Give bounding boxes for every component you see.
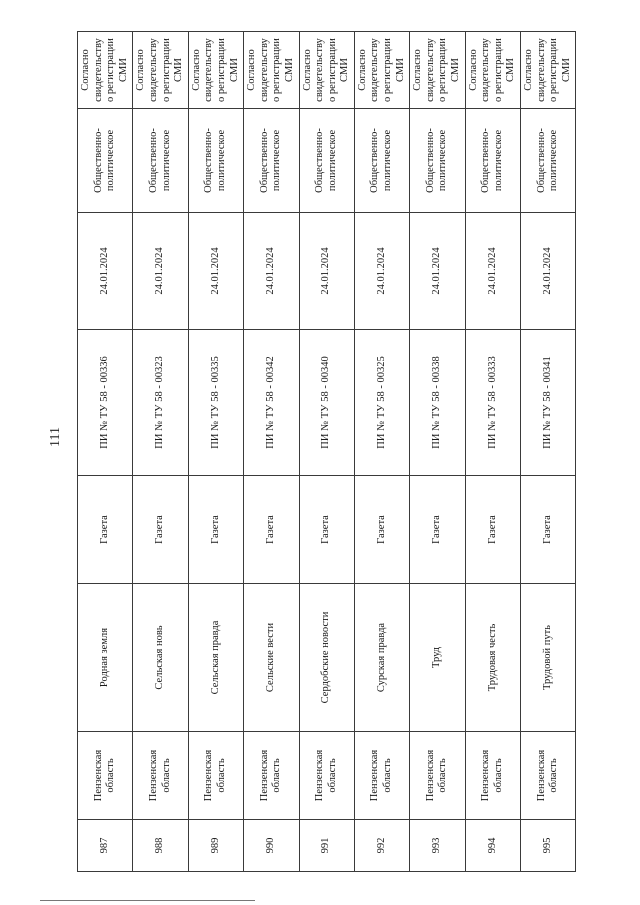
territory-cell: Согласно свидетельству о регистрации СМИ — [78, 32, 133, 109]
type-cell: Газета — [244, 476, 299, 584]
territory-cell: Согласно свидетельству о регистрации СМИ — [410, 32, 465, 109]
territory-cell: Согласно свидетельству о регистрации СМИ — [521, 32, 576, 109]
title-cell: Сельская правда — [188, 584, 243, 732]
registration-number-cell: ПИ № ТУ 58 - 00338 — [410, 330, 465, 476]
table-row — [354, 32, 409, 872]
registration-number-cell: ПИ № ТУ 58 - 00342 — [244, 330, 299, 476]
date-cell: 24.01.2024 — [410, 213, 465, 330]
row-number: 992 — [354, 820, 409, 872]
registry-table — [77, 31, 576, 872]
territory-cell: Согласно свидетельству о регистрации СМИ — [244, 32, 299, 109]
row-number: 989 — [188, 820, 243, 872]
topic-cell: Общественно-политическое — [78, 109, 133, 213]
region-cell: Пензенская область — [410, 732, 465, 820]
type-cell: Газета — [410, 476, 465, 584]
table-row — [188, 32, 243, 872]
row-number: 988 — [133, 820, 188, 872]
territory-cell: Согласно свидетельству о регистрации СМИ — [465, 32, 520, 109]
row-number: 990 — [244, 820, 299, 872]
region-cell: Пензенская область — [354, 732, 409, 820]
date-cell: 24.01.2024 — [133, 213, 188, 330]
territory-cell: Согласно свидетельству о регистрации СМИ — [188, 32, 243, 109]
type-cell: Газета — [188, 476, 243, 584]
topic-cell: Общественно-политическое — [244, 109, 299, 213]
type-cell: Газета — [133, 476, 188, 584]
table-row — [521, 32, 576, 872]
row-number: 991 — [299, 820, 354, 872]
registration-number-cell: ПИ № ТУ 58 - 00341 — [521, 330, 576, 476]
date-cell: 24.01.2024 — [465, 213, 520, 330]
type-cell: Газета — [354, 476, 409, 584]
type-cell: Газета — [521, 476, 576, 584]
title-cell: Трудовой путь — [521, 584, 576, 732]
title-cell: Труд — [410, 584, 465, 732]
title-cell: Родная земля — [78, 584, 133, 732]
territory-cell: Согласно свидетельству о регистрации СМИ — [299, 32, 354, 109]
topic-cell: Общественно-политическое — [410, 109, 465, 213]
topic-cell: Общественно-политическое — [188, 109, 243, 213]
table-row — [465, 32, 520, 872]
footer-divider — [40, 900, 255, 901]
table-row — [299, 32, 354, 872]
region-cell: Пензенская область — [133, 732, 188, 820]
title-cell: Трудовая честь — [465, 584, 520, 732]
region-cell: Пензенская область — [299, 732, 354, 820]
page-number: 111 — [48, 427, 63, 447]
region-cell: Пензенская область — [521, 732, 576, 820]
type-cell: Газета — [465, 476, 520, 584]
region-cell: Пензенская область — [188, 732, 243, 820]
table-row — [410, 32, 465, 872]
registration-number-cell: ПИ № ТУ 58 - 00333 — [465, 330, 520, 476]
row-number: 994 — [465, 820, 520, 872]
title-cell: Сельские вести — [244, 584, 299, 732]
row-number: 987 — [78, 820, 133, 872]
topic-cell: Общественно-политическое — [299, 109, 354, 213]
region-cell: Пензенская область — [244, 732, 299, 820]
date-cell: 24.01.2024 — [244, 213, 299, 330]
region-cell: Пензенская область — [465, 732, 520, 820]
title-cell: Сельская новь — [133, 584, 188, 732]
registration-number-cell: ПИ № ТУ 58 - 00336 — [78, 330, 133, 476]
territory-cell: Согласно свидетельству о регистрации СМИ — [133, 32, 188, 109]
topic-cell: Общественно-политическое — [133, 109, 188, 213]
table-row — [78, 32, 133, 872]
date-cell: 24.01.2024 — [299, 213, 354, 330]
type-cell: Газета — [299, 476, 354, 584]
date-cell: 24.01.2024 — [188, 213, 243, 330]
title-cell: Сурская правда — [354, 584, 409, 732]
row-number: 995 — [521, 820, 576, 872]
type-cell: Газета — [78, 476, 133, 584]
region-cell: Пензенская область — [78, 732, 133, 820]
table-row — [133, 32, 188, 872]
registry-table-container — [77, 32, 572, 872]
topic-cell: Общественно-политическое — [465, 109, 520, 213]
title-cell: Сердобские новости — [299, 584, 354, 732]
registration-number-cell: ПИ № ТУ 58 - 00325 — [354, 330, 409, 476]
table-row — [244, 32, 299, 872]
date-cell: 24.01.2024 — [521, 213, 576, 330]
row-number: 993 — [410, 820, 465, 872]
registration-number-cell: ПИ № ТУ 58 - 00323 — [133, 330, 188, 476]
date-cell: 24.01.2024 — [78, 213, 133, 330]
topic-cell: Общественно-политическое — [521, 109, 576, 213]
date-cell: 24.01.2024 — [354, 213, 409, 330]
territory-cell: Согласно свидетельству о регистрации СМИ — [354, 32, 409, 109]
registration-number-cell: ПИ № ТУ 58 - 00340 — [299, 330, 354, 476]
topic-cell: Общественно-политическое — [354, 109, 409, 213]
registration-number-cell: ПИ № ТУ 58 - 00335 — [188, 330, 243, 476]
